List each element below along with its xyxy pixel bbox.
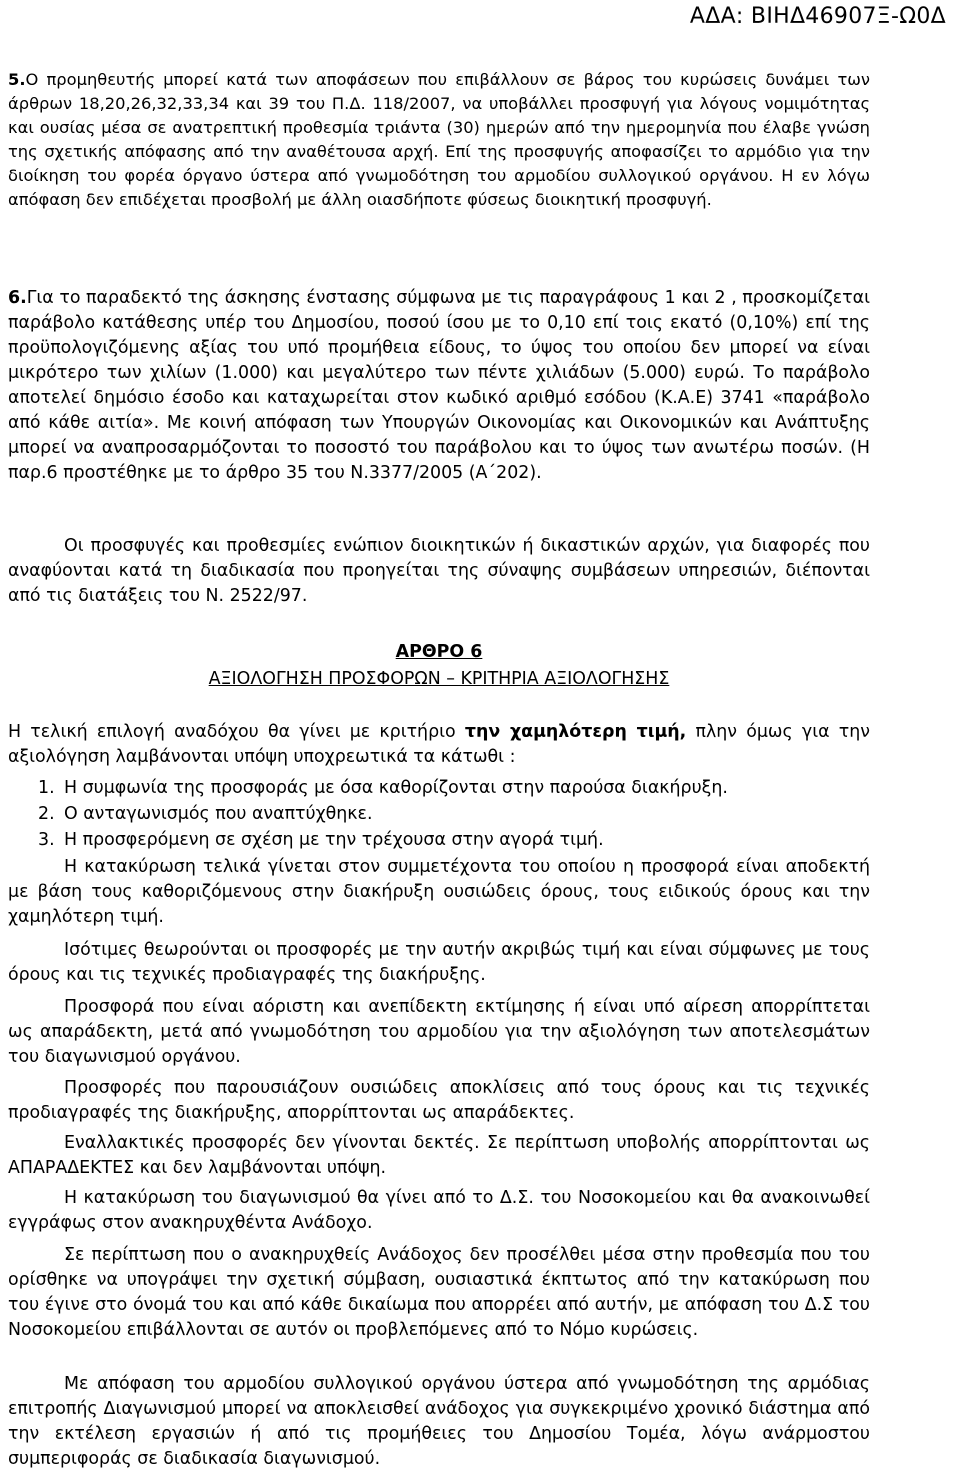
paragraph-5 xyxy=(8,68,870,212)
paragraph-announcement: Η κατακύρωση του διαγωνισμού θα γίνει από το Δ.Σ. του Νοσοκομείου και θα ανακοινωθεί εγγράφως στον ανακηρυχθέντα Ανάδοχο. xyxy=(8,1188,870,1233)
paragraph-award: Η κατακύρωση τελικά γίνεται στον συμμετέχοντα του οποίου η προσφορά είναι αποδεκτή με βάση τους καθοριζόμενους στην διακήρυξη ουσιώδεις όρους, τους ειδικούς όρους και την χαμηλότερη τιμή. xyxy=(8,857,870,927)
paragraph-alternatives: Εναλλακτικές προσφορές δεν γίνονται δεκτές. Σε περίπτωση υποβολής απορρίπτονται ως ΑΠΑΡΑΔΕΚΤΕΣ και δεν λαμβάνονται υπόψη. xyxy=(8,1133,870,1178)
criteria-item-3-number: 3. xyxy=(38,830,55,850)
criteria-intro-before: Η τελική επιλογή αναδόχου θα γίνει με κριτήριο xyxy=(8,722,465,742)
criteria-item-1 xyxy=(38,776,728,801)
paragraph-exclusion: Με απόφαση του αρμοδίου συλλογικού οργάνου ύστερα από γνωμοδότηση της αρμόδιας επιτροπής Διαγωνισμού μπορεί να αποκλεισθεί ανάδοχος για συγκεκριμένο χρονικό διάστημα από την εκτέλεση εργασιών ή από τις προμήθειες του Δημοσίου Τομέα, λόγω ανάρμοστου συμπεριφοράς σε διαδικασία διαγωνισμού. xyxy=(8,1374,870,1469)
paragraph-5-text: Ο προμηθευτής μπορεί κατά των αποφάσεων που επιβάλλουν σε βάρος του κυρώσεις δυνάμει των άρθρων 18,20,26,32,33,34 και 39 του Π.Δ. 118/2007, να υποβάλλει προσφυγή για λόγους νομιμότητας και ουσίας μέσα σε ανατρεπτική προθεσμία τριάντα (30) ημερών από την ημερομηνία που έλαβε γνώση της σχετικής απόφασης από την αναθέτουσα αρχή. Επί της προσφυγής αποφασίζει το αρμόδιο για την διοίκηση του φορέα όργανο ύστερα από γνωμοδότηση του αρμοδίου συλλογικού οργάνου. Η εν λόγω απόφαση δεν επιδέχεται προσβολή με άλλη οιασδήποτε φύσεως διοικητική προσφυγή. xyxy=(8,70,870,209)
paragraph-vague-offers: Προσφορά που είναι αόριστη και ανεπίδεκτη εκτίμησης ή είναι υπό αίρεση απορρίπτεται ως απαράδεκτη, μετά από γνωμοδότηση του αρμοδίου για την αξιολόγηση των αποτελεσμάτων του διαγωνισμού οργάνου. xyxy=(8,997,870,1067)
paragraph-appeals: Οι προσφυγές και προθεσμίες ενώπιον διοικητικών ή δικαστικών αρχών, για διαφορές που αναφύονται κατά τη διαδικασία που προηγείται της σύναψης συμβάσεων υπηρεσιών, διέπονται από τις διατάξεις του Ν. 2522/97. xyxy=(8,536,870,606)
paragraph-6 xyxy=(8,286,870,486)
criteria-item-1-text: Η συμφωνία της προσφοράς με όσα καθορίζονται στην παρούσα διακήρυξη. xyxy=(64,778,728,798)
ada-header: ΑΔΑ: ΒΙΗΔ46907Ξ-Ω0Δ xyxy=(689,4,946,29)
article-title: ΑΞΙΟΛΟΓΗΣΗ ΠΡΟΣΦΟΡΩΝ – ΚΡΙΤΗΡΙΑ ΑΞΙΟΛΟΓΗΣΗΣ xyxy=(208,669,670,689)
criteria-intro-bold: την χαμηλότερη τιμή, xyxy=(464,722,687,742)
criteria-item-2-text: Ο ανταγωνισμός που αναπτύχθηκε. xyxy=(64,804,373,824)
paragraph-5-number: 5. xyxy=(8,70,26,89)
criteria-item-3 xyxy=(38,828,604,853)
paragraph-6-text: Για το παραδεκτό της άσκησης ένστασης σύμφωνα με τις παραγράφους 1 και 2 , προσκομίζεται παράβολο κατάθεσης υπέρ του Δημοσίου, ποσού ίσου με το 0,10 επί τοις εκατό (0,10%) επί της προϋπολογιζόμενης αξίας του υπό προμήθεια είδους, το ύψος του οποίου δεν μπορεί να είναι μικρότερο των χιλίων (1.000) και μεγαλύτερο των πέντε χιλιάδων (5.000) ευρώ. Το παράβολο αποτελεί δημόσιο έσοδο και καταχωρείται στον κωδικό αριθμό εσόδου (Κ.Α.Ε) 3741 «παράβολο από κάθε αιτία». Με κοινή απόφαση των Υπουργών Οικονομίας και Οικονομικών και Ανάπτυξης μπορεί να αναπροσαρμόζονται το ποσοστό του παράβολου και το ύψος των ανωτέρω ποσών. (Η παρ.6 προστέθηκε με το άρθρο 35 του Ν.3377/2005 (Α΄202). xyxy=(8,288,870,483)
paragraph-deviations: Προσφορές που παρουσιάζουν ουσιώδεις αποκλίσεις από τους όρους και τις τεχνικές προδιαγραφές της διακήρυξης, απορρίπτονται ως απαράδεκτες. xyxy=(8,1078,870,1123)
paragraph-equal-offers: Ισότιμες θεωρούνται οι προσφορές με την αυτήν ακριβώς τιμή και είναι σύμφωνες με τους όρους και τις τεχνικές προδιαγραφές της διακήρυξης. xyxy=(8,940,870,985)
criteria-item-3-text: Η προσφερόμενη σε σχέση με την τρέχουσα στην αγορά τιμή. xyxy=(64,830,604,850)
criteria-item-2 xyxy=(38,802,372,827)
criteria-item-1-number: 1. xyxy=(38,778,55,798)
criteria-intro-after: πλην όμως για την αξιολόγηση λαμβάνονται υπόψη υποχρεωτικά τα κάτωθι : xyxy=(8,722,870,767)
paragraph-6-number: 6. xyxy=(8,288,27,308)
criteria-item-2-number: 2. xyxy=(38,804,55,824)
article-number: ΑΡΘΡΟ 6 xyxy=(395,642,483,662)
criteria-intro xyxy=(8,720,870,770)
paragraph-forfeit: Σε περίπτωση που ο ανακηρυχθείς Ανάδοχος δεν προσέλθει μέσα στην προθεσμία που του ορίσθηκε να υπογράψει την σχετική σύμβαση, ουσιαστικά έκπτωτος από την κατακύρωση που του έγινε στο όνομά του και από κάθε δικαίωμα που απορρέει από αυτήν, με απόφαση του Δ.Σ του Νοσοκομείου επιβάλλονται σε αυτόν οι προβλεπόμενες από το Νόμο κυρώσεις. xyxy=(8,1245,870,1340)
